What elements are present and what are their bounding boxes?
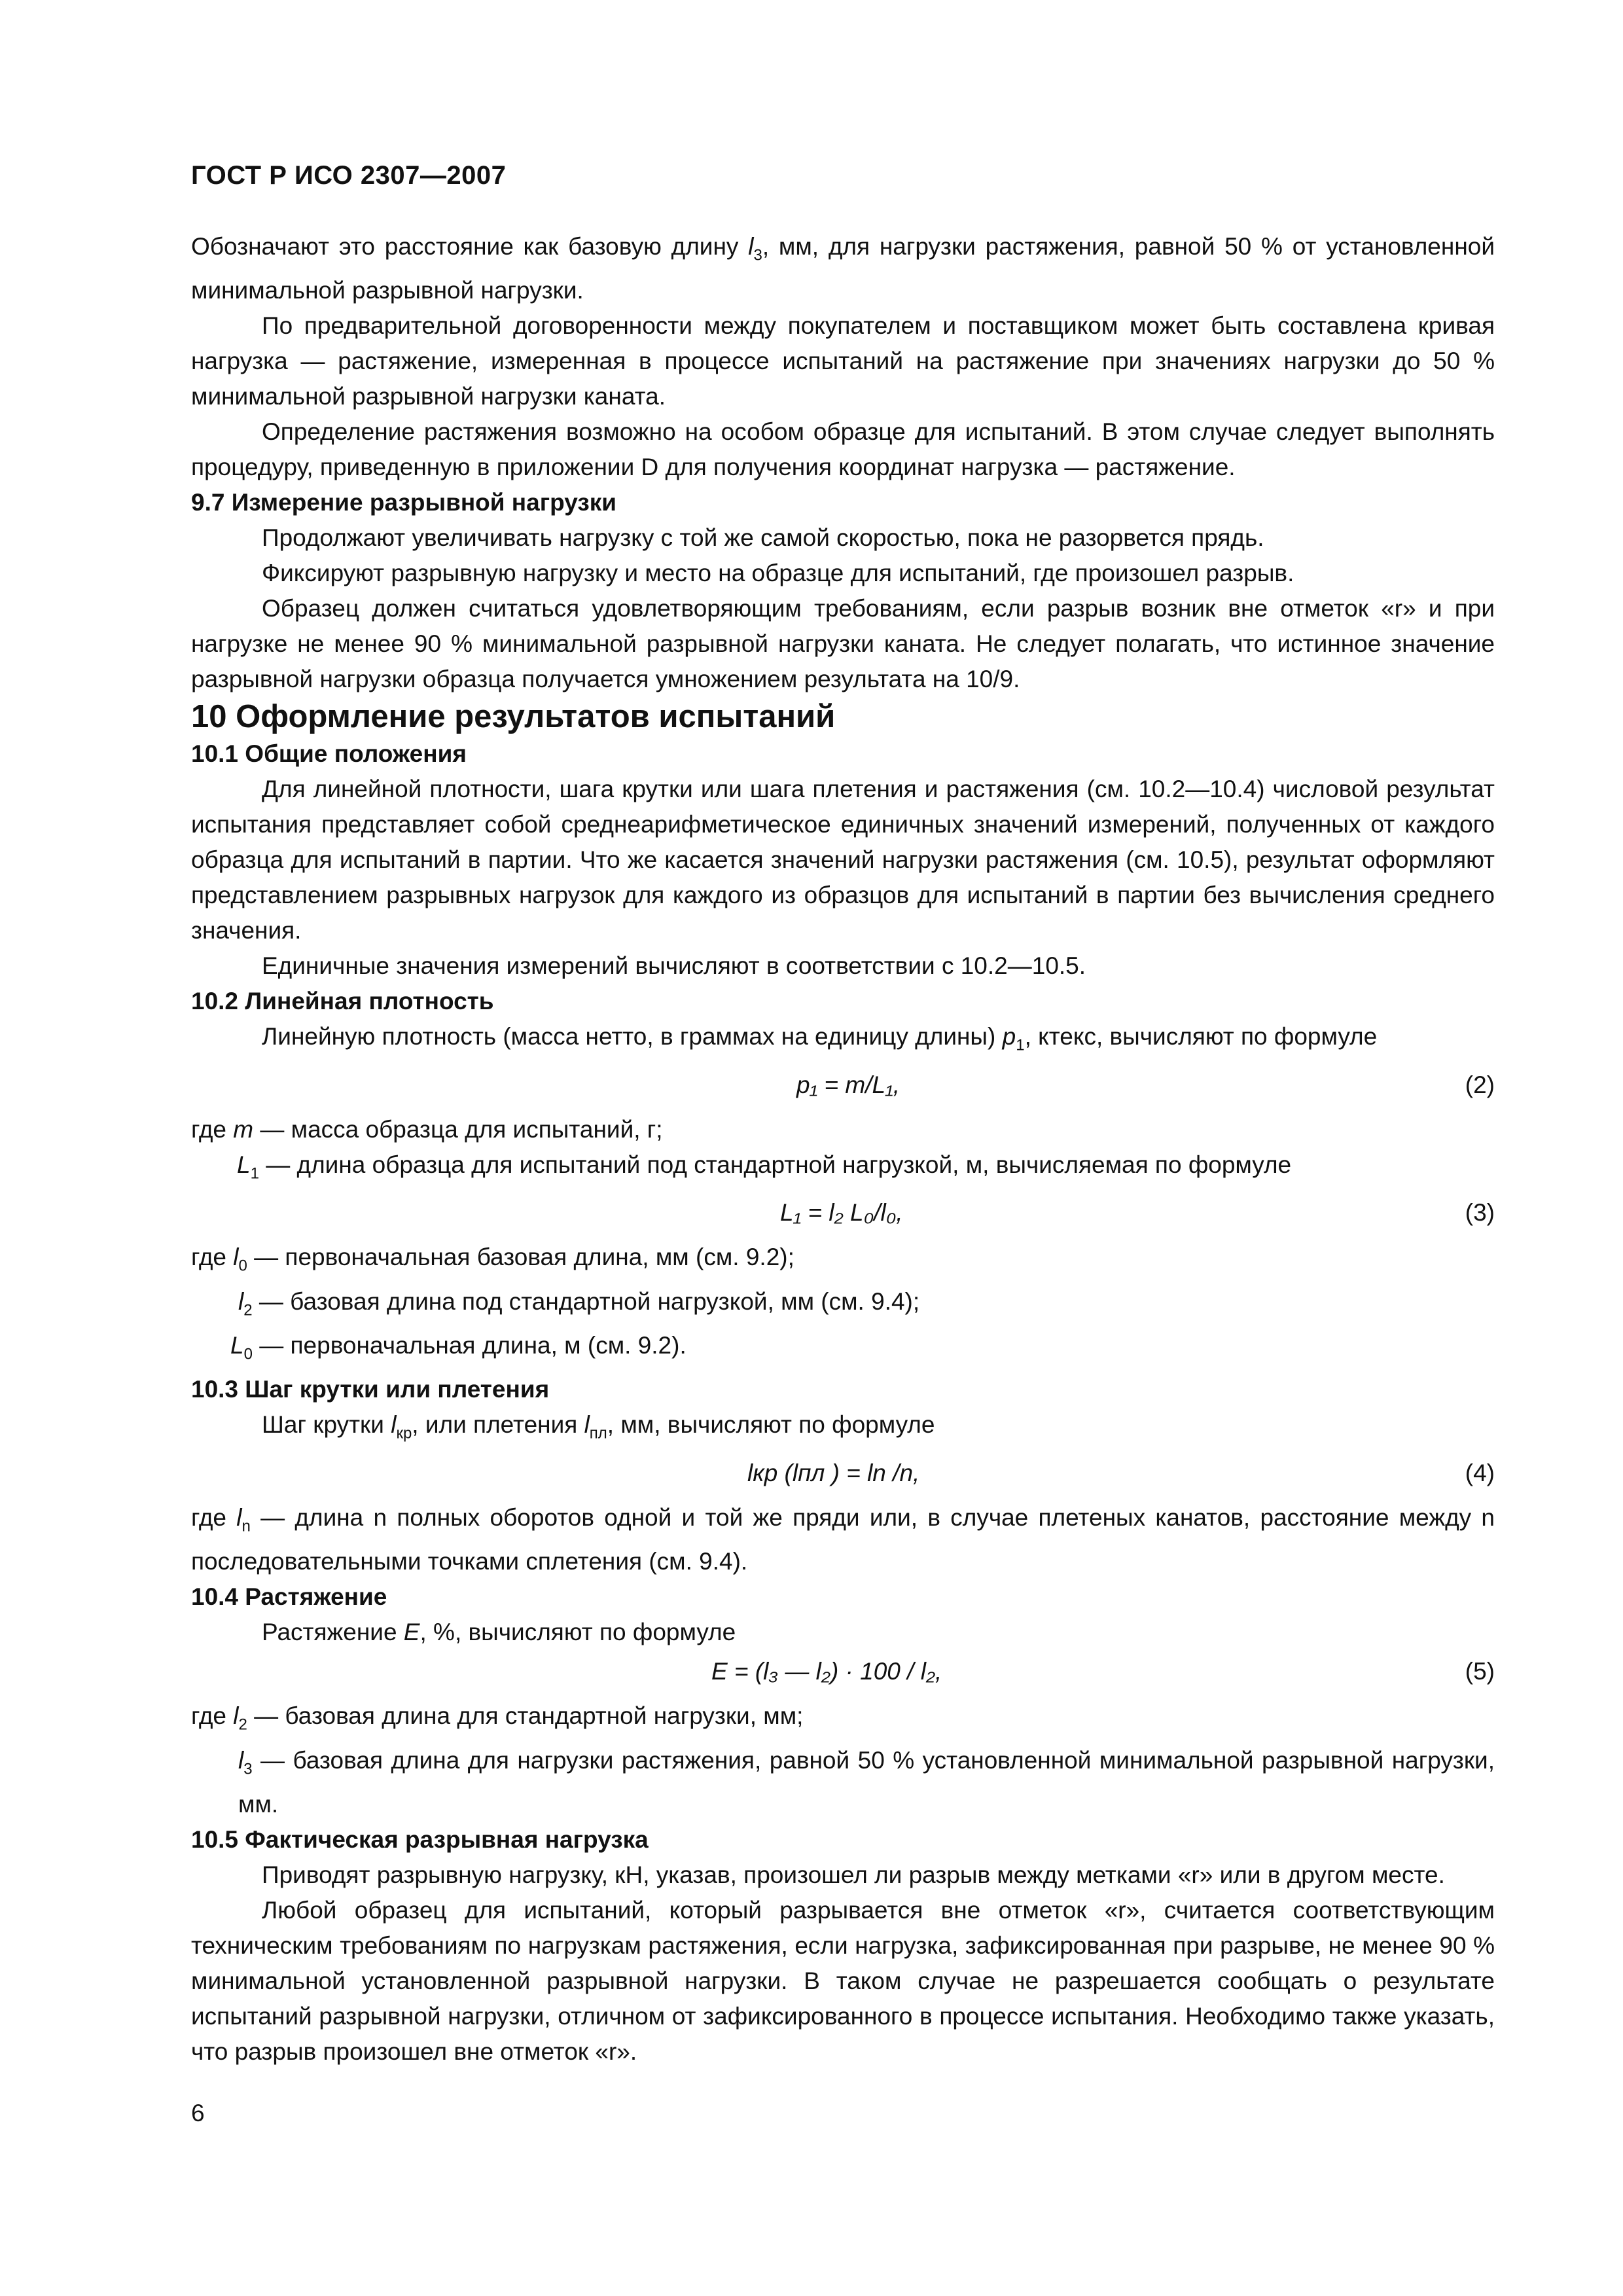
paragraph: Единичные значения измерений вычисляют в соответствии с 10.2—10.5. [262, 952, 1086, 980]
document-body [191, 229, 1495, 2070]
paragraph: Для линейной плотности, шага крутки или шага плетения и растяжения (см. 10.2—10.4) числовой результат испытания представляет собой среднеарифметическое единичных значений измерений, полученных от каждого образца для испытаний в партии. Что же касается значений нагрузки растяжения (см. 10.5), результат оформляют представлением разрывных нагрузок для каждого из образцов для испытаний в партии без вычисления среднего значения. [191, 776, 1495, 944]
equation-4 [191, 1456, 1495, 1496]
paragraph: Шаг крутки $l_{кр}$, или плетения $l_{пл}$, мм, вычисляют по формуле [262, 1411, 935, 1443]
page-number: 6 [191, 2100, 205, 2126]
formula: E = (l₃ — l₂) · 100 / l₂, [711, 1658, 942, 1685]
paragraph: По предварительной договоренности между покупателем и поставщиком может быть составлена кривая нагрузка — растяжение, измеренная в процессе испытаний на растяжение при значениях нагрузки до 50 % минимальной разрывной нагрузки каната. [191, 312, 1495, 410]
variable-definition: где $l_0$ — первоначальная базовая длина, мм (см. 9.2); [191, 1244, 794, 1275]
section-heading-10-4: 10.4 Растяжение [191, 1583, 387, 1611]
paragraph: Любой образец для испытаний, который разрывается вне отметок «r», считается соответствующим техническим требованиям по нагрузкам растяжения, если нагрузка, зафиксированная при разрыве, не менее 90 % минимальной установленной разрывной нагрузки. В таком случае не разрешается сообщать о результате испытаний разрывной нагрузки, отличном от зафиксированного в процессе испытания. Необходимо также указать, что разрыв произошел вне отметок «r». [191, 1896, 1495, 2065]
equation-5 [191, 1654, 1495, 1695]
section-heading-10-5: 10.5 Фактическая разрывная нагрузка [191, 1825, 649, 1853]
paragraph: Фиксируют разрывную нагрузку и место на образце для испытаний, где произошел разрыв. [262, 560, 1294, 587]
paragraph: Линейную плотность (масса нетто, в граммах на единицу длины) $p_1$, ктекс, вычисляют по формуле [262, 1023, 1378, 1054]
formula: p₁ = m/L₁, [796, 1071, 901, 1098]
variable-definition: где m — масса образца для испытаний, г; [191, 1115, 663, 1143]
paragraph: Продолжают увеличивать нагрузку с той же самой скоростью, пока не разорвется прядь. [262, 524, 1264, 552]
variable-definition: $L_1$ — длина образца для испытаний под стандартной нагрузкой, м, вычисляемая по формуле [237, 1151, 1292, 1183]
standard-header: ГОСТ Р ИСО 2307—2007 [191, 161, 507, 190]
formula: lкр (lпл ) = ln /n, [747, 1459, 920, 1486]
section-heading-9-7: 9.7 Измерение разрывной нагрузки [191, 489, 616, 516]
section-heading-10-1: 10.1 Общие положения [191, 740, 467, 768]
paragraph: Образец должен считаться удовлетворяющим требованиям, если разрыв возник вне отметок «r» и при нагрузке не менее 90 % минимальной разрывной нагрузки каната. Не следует полагать, что истинное значение разрывной нагрузки образца получается умножением результата на 10/9. [191, 595, 1495, 693]
variable-definition: где $l_n$ — длина n полных оборотов одной и той же пряди или, в случае плетеных канатов, расстояние между n последовательными точками сплетения (см. 9.4). [191, 1503, 1495, 1575]
variable-definition: $L_0$ — первоначальная длина, м (см. 9.2). [230, 1331, 687, 1363]
paragraph: Обозначают это расстояние как базовую длину $l_3$, мм, для нагрузки растяжения, равной 50 % от установленной минимальной разрывной нагрузки. [191, 233, 1495, 304]
equation-2 [191, 1067, 1495, 1108]
equation-number: (4) [1465, 1459, 1495, 1486]
equation-3 [191, 1195, 1495, 1236]
paragraph: Приводят разрывную нагрузку, кН, указав, произошел ли разрыв между метками «r» или в другом месте. [262, 1861, 1445, 1888]
equation-number: (5) [1465, 1658, 1495, 1685]
section-heading-10-2: 10.2 Линейная плотность [191, 988, 494, 1015]
equation-number: (2) [1465, 1071, 1495, 1098]
variable-definition: $l_2$ — базовая длина под стандартной нагрузкой, мм (см. 9.4); [238, 1287, 920, 1319]
paragraph: Растяжение E, %, вычисляют по формуле [262, 1619, 736, 1646]
variable-definition: где $l_2$ — базовая длина для стандартной нагрузки, мм; [191, 1702, 804, 1734]
section-heading-10-3: 10.3 Шаг крутки или плетения [191, 1376, 550, 1403]
equation-number: (3) [1465, 1199, 1495, 1227]
variable-definition: $l_3$ — базовая длина для нагрузки растяжения, равной 50 % установленной минимальной разрывной нагрузки, мм. [238, 1746, 1495, 1818]
paragraph: Определение растяжения возможно на особом образце для испытаний. В этом случае следует выполнять процедуру, приведенную в приложении D для получения координат нагрузка — растяжение. [191, 418, 1495, 481]
formula: L₁ = l₂ L₀/l₀, [780, 1199, 903, 1227]
section-heading-10: 10 Оформление результатов испытаний [191, 699, 836, 735]
